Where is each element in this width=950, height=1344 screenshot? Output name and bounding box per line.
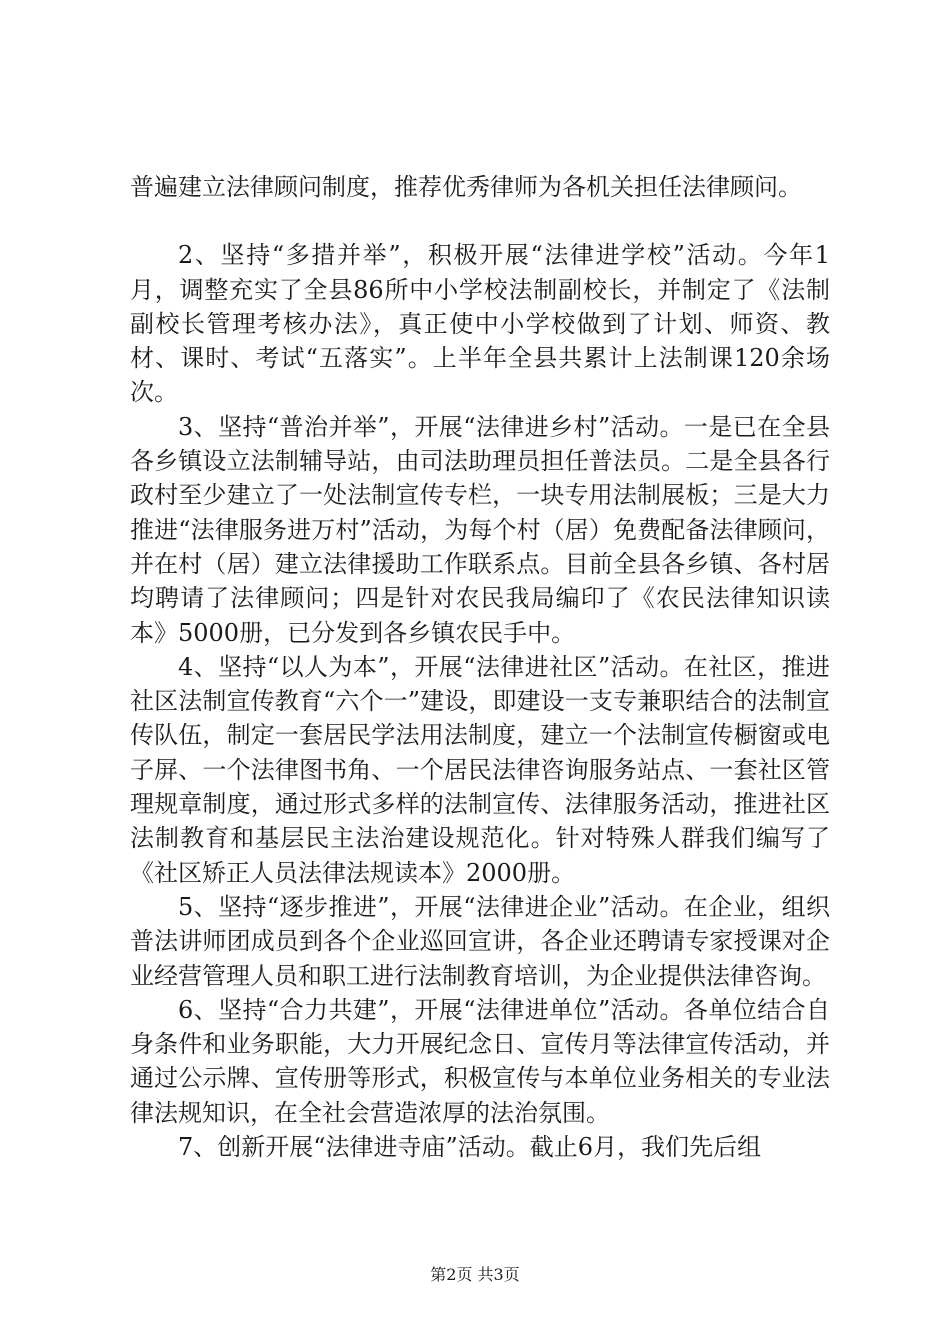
paragraph-law-into-schools: 2、坚持“多措并举”，积极开展“法律进学校”活动。今年1月，调整充实了全县86所中小学校法制副校长，并制定了《法制副校长管理考核办法》，真正使中小学校做到了计划、师资、教材、课时、考试“五落实”。上半年全县共累计上法制课120余场次。 <box>130 241 830 407</box>
paragraph-law-into-enterprises: 5、坚持“逐步推进”，开展“法律进企业”活动。在企业，组织普法讲师团成员到各个企业巡回宣讲，各企业还聘请专家授课对企业经营管理人员和职工进行法制教育培训，为企业提供法律咨询。 <box>130 892 830 990</box>
page-number-footer: 第2页 共3页 <box>430 1265 520 1284</box>
paragraph-law-into-communities: 4、坚持“以人为本”，开展“法律进社区”活动。在社区，推进社区法制宣传教育“六个一”建设，即建设一支专兼职结合的法制宣传队伍，制定一套居民学法用法制度，建立一个法制宣传橱窗或电子屏、一个法律图书角、一个居民法律咨询服务站点、一套社区管理规章制度，通过形式多样的法制宣传、法律服务活动，推进社区法制教育和基层民主法治建设规范化。针对特殊人群我们编写了《社区矫正人员法律法规读本》2000册。 <box>130 652 830 887</box>
document-body <box>130 170 830 1164</box>
paragraph-continuation: 普遍建立法律顾问制度，推荐优秀律师为各机关担任法律顾问。 <box>130 173 802 201</box>
paragraph-law-into-villages: 3、坚持“普治并举”，开展“法律进乡村”活动。一是已在全县各乡镇设立法制辅导站，由司法助理员担任普法员。二是全县各行政村至少建立了一处法制宣传专栏，一块专用法制展板；三是大力推进“法律服务进万村”活动，为每个村（居）免费配备法律顾问，并在村（居）建立法律援助工作联系点。目前全县各乡镇、各村居均聘请了法律顾问；四是针对农民我局编印了《农民法律知识读本》5000册，已分发到各乡镇农民手中。 <box>130 412 830 647</box>
paragraph-law-into-units: 6、坚持“合力共建”，开展“法律进单位”活动。各单位结合自身条件和业务职能，大力开展纪念日、宣传月等法律宣传活动，并通过公示牌、宣传册等形式，积极宣传与本单位业务相关的专业法律法规知识，在全社会营造浓厚的法治氛围。 <box>130 995 830 1127</box>
paragraph-law-into-temples: 7、创新开展“法律进寺庙”活动。截止6月，我们先后组 <box>178 1133 762 1162</box>
